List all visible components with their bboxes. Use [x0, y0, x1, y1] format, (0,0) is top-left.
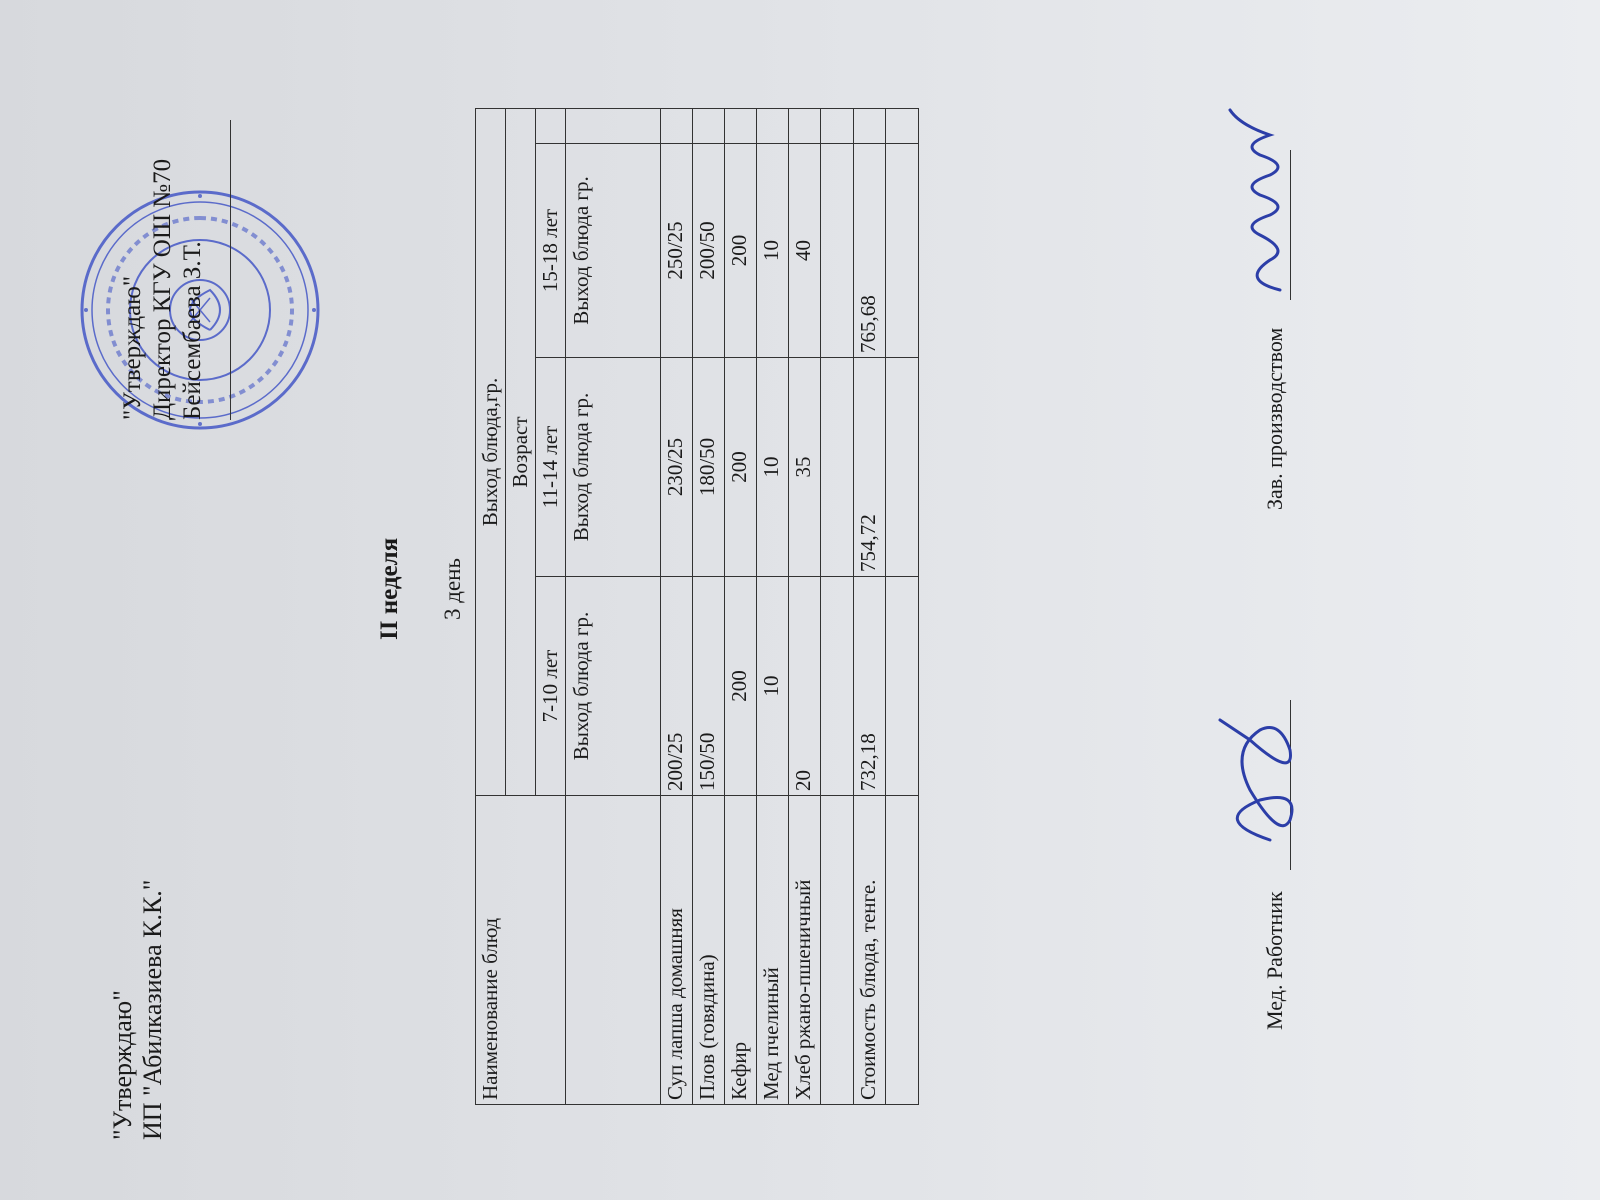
menu-table: [475, 108, 919, 1105]
empty-cell: [821, 796, 854, 1105]
empty-cell: [789, 109, 821, 144]
table-row: [789, 109, 821, 1105]
right-approval-name: Бейсембаева З.Т.: [179, 241, 206, 420]
right-approval-block: [118, 120, 231, 420]
table-row: [693, 109, 725, 1105]
dish-yield: 10: [757, 577, 789, 796]
empty-cell: [886, 577, 919, 796]
empty-cell: [854, 109, 886, 144]
dish-yield: 20: [789, 577, 821, 796]
empty-cell: [886, 109, 919, 144]
dish-yield: 10: [757, 358, 789, 577]
week-title: II неделя: [376, 537, 403, 640]
dish-yield: 180/50: [693, 358, 725, 577]
dish-yield: 200: [725, 144, 757, 358]
right-approval-signature-line: [208, 120, 231, 420]
left-approval-block: [108, 880, 168, 1140]
table-row: [886, 109, 919, 1105]
total-cost: 765,68: [854, 144, 886, 358]
total-cost: 754,72: [854, 358, 886, 577]
dish-yield: 230/25: [661, 358, 693, 577]
dish-yield: 250/25: [661, 144, 693, 358]
dish-yield: 10: [757, 144, 789, 358]
med-worker-label: Мед. Работник: [1262, 891, 1287, 1030]
left-approval-title: "Утверждаю": [108, 990, 137, 1140]
empty-cell: [821, 358, 854, 577]
total-cost: 732,18: [854, 577, 886, 796]
table-row: [757, 109, 789, 1105]
dish-name-header: Наименование блюд: [476, 796, 566, 1105]
dish-yield: 200/25: [661, 577, 693, 796]
empty-cell: [536, 109, 566, 144]
age-header: Возраст: [506, 109, 536, 796]
empty-cell: [821, 144, 854, 358]
empty-cell: [886, 796, 919, 1105]
table-row: [661, 109, 693, 1105]
empty-cell: [693, 109, 725, 144]
empty-cell: [821, 577, 854, 796]
dish-name: Плов (говядина): [693, 796, 725, 1105]
dish-yield: 200/50: [693, 144, 725, 358]
empty-cell: [821, 109, 854, 144]
table-row: [821, 109, 854, 1105]
dish-name: Кефир: [725, 796, 757, 1105]
dish-yield: 35: [789, 358, 821, 577]
dish-yield: 150/50: [693, 577, 725, 796]
empty-cell: [725, 109, 757, 144]
empty-cell: [757, 109, 789, 144]
age-group-7-10: 7-10 лет: [536, 577, 566, 796]
yield-header: Выход блюда,гр.: [476, 109, 506, 796]
dish-yield: 40: [789, 144, 821, 358]
yield-label-15-18: Выход блюда гр.: [566, 144, 661, 358]
production-head-label: Зав. производством: [1262, 327, 1287, 510]
dish-yield: 200: [725, 358, 757, 577]
dish-name: Мед пчелиный: [757, 796, 789, 1105]
empty-cell: [566, 796, 661, 1105]
dish-name: Суп лапша домашняя: [661, 796, 693, 1105]
yield-label-7-10: Выход блюда гр.: [566, 577, 661, 796]
age-group-11-14: 11-14 лет: [536, 358, 566, 577]
total-label: Стоимость блюда, тенге.: [854, 796, 886, 1105]
empty-cell: [886, 144, 919, 358]
empty-cell: [661, 109, 693, 144]
production-head-signature: [1220, 100, 1310, 300]
empty-cell: [566, 109, 661, 144]
right-approval-title: "Утверждаю": [119, 275, 146, 420]
table-row: [725, 109, 757, 1105]
med-worker-signature: [1200, 680, 1310, 850]
yield-label-11-14: Выход блюда гр.: [566, 358, 661, 577]
dish-yield: 200: [725, 577, 757, 796]
right-approval-position: Директор КГУ ОШ №70: [149, 158, 176, 420]
left-approval-org: ИП "Абилкaзиева К.К.": [138, 879, 167, 1140]
empty-cell: [886, 358, 919, 577]
total-row: [854, 109, 886, 1105]
dish-name: Хлеб ржано-пшеничный: [789, 796, 821, 1105]
day-title: 3 день: [440, 558, 465, 620]
age-group-15-18: 15-18 лет: [536, 144, 566, 358]
